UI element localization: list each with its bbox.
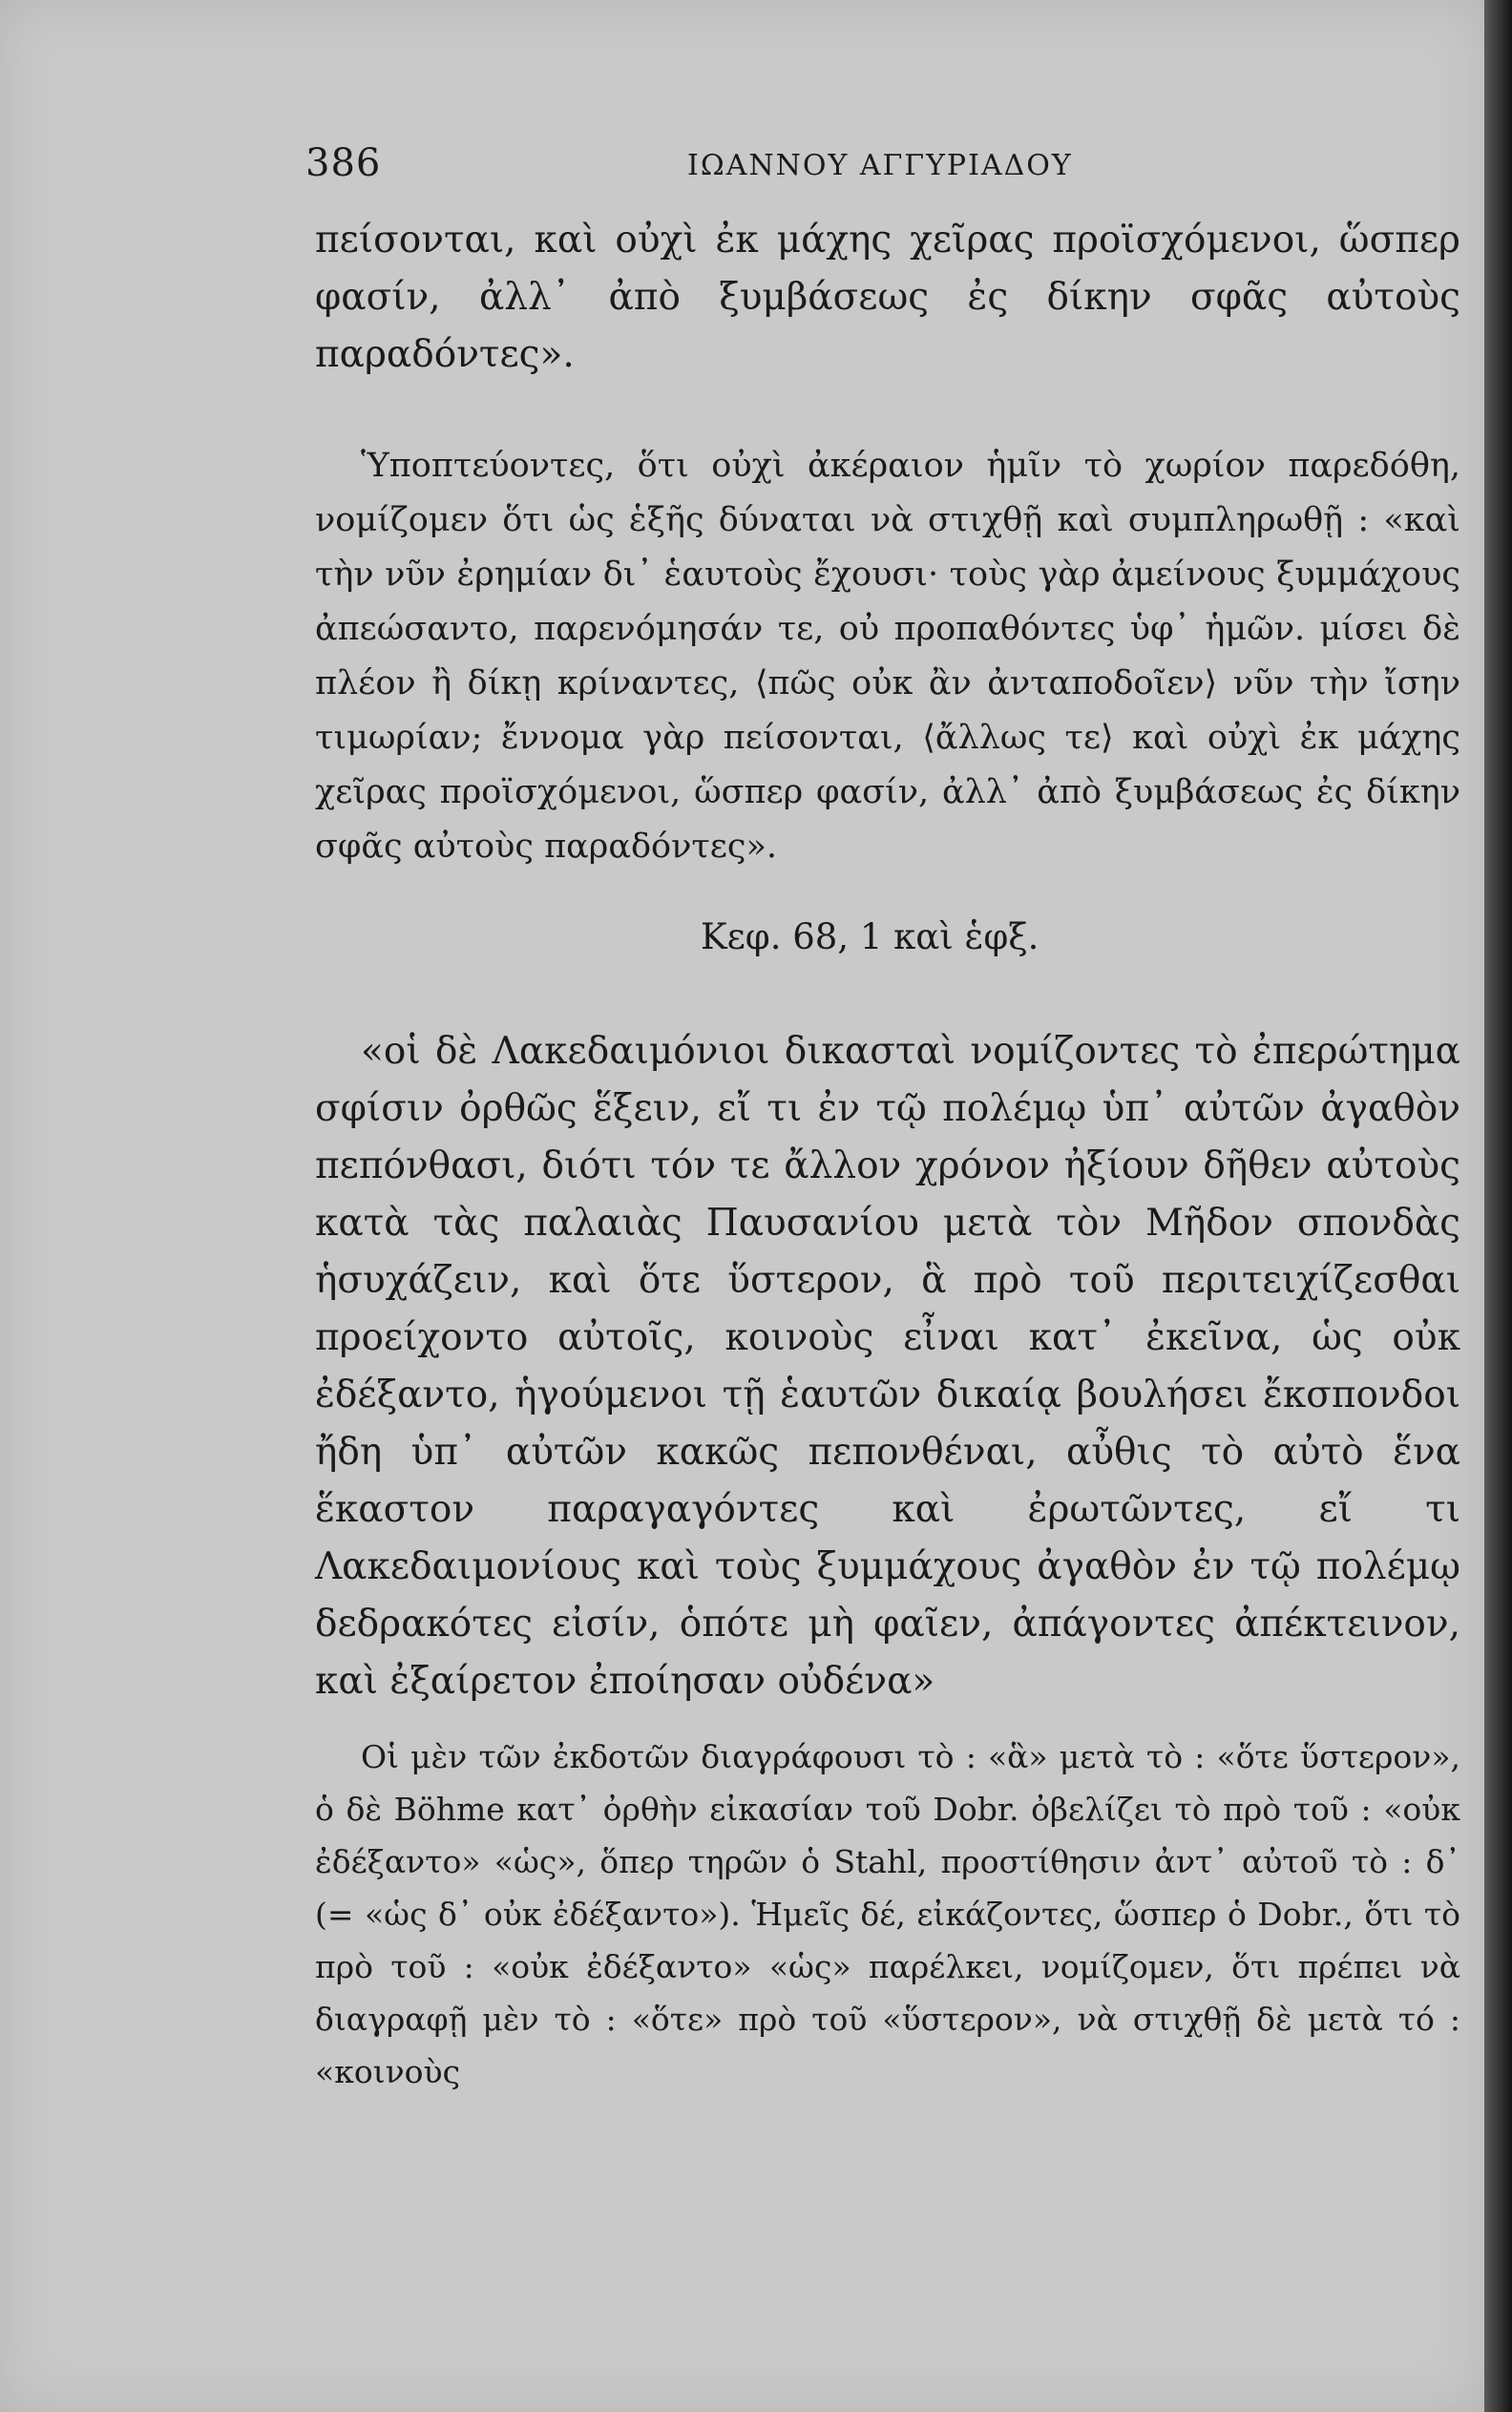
paragraph-commentary: Οἱ μὲν τῶν ἐκδοτῶν διαγράφουσι τὸ : «ἃ» μετὰ τὸ : «ὅτε ὕστερον», ὁ δὲ Böhme κατ᾽ ὀρθὴν εἰκασίαν τοῦ Dobr. ὀβελίζει τὸ πρὸ τοῦ : «οὐκ ἐδέξαντο» «ὡς», ὅπερ τηρῶν ὁ Stahl, προστίθησιν ἀντ᾽ αὐτοῦ τὸ : δ᾽ (= «ὡς δ᾽ οὐκ ἐδέξαντο»). Ἡμεῖς δέ, εἰκάζοντες, ὥσπερ ὁ Dobr., ὅτι τὸ πρὸ τοῦ : «οὐκ ἐδέξαντο» «ὡς» παρέλκει, νομίζομεν, ὅτι πρέπει νὰ διαγραφῇ μὲν τὸ : «ὅτε» πρὸ τοῦ «ὕστερον», νὰ στιχθῇ δὲ μετὰ τό : «κοινοὺς bbox=[315, 1738, 1460, 2090]
running-head: ΙΩΑΝΝΟΥ ΑΓΓΥΡΙΑΔΟΥ bbox=[687, 149, 1073, 182]
paragraph-continuation: πείσονται, καὶ οὐχὶ ἐκ μάχης χεῖρας προϊσχόμενοι, ὥσπερ φασίν, ἀλλ᾽ ἀπὸ ξυμβάσεως ἐς δίκην σφᾶς αὐτοὺς παραδόντες». bbox=[315, 219, 1460, 376]
page-number: 386 bbox=[305, 141, 382, 185]
paragraph-quotation: «οἱ δὲ Λακεδαιμόνιοι δικασταὶ νομίζοντες τὸ ἐπερώτημα σφίσιν ὀρθῶς ἕξειν, εἴ τι ἐν τῷ πολέμῳ ὑπ᾽ αὐτῶν ἀγαθὸν πεπόνθασι, διότι τόν τε ἄλλον χρόνον ἠξίουν δῆθεν αὐτοὺς κατὰ τὰς παλαιὰς Παυσανίου μετὰ τὸν Μῆδον σπονδὰς ἡσυχάζειν, καὶ ὅτε ὕστερον, ἃ πρὸ τοῦ περιτειχίζεσθαι προείχοντο αὐτοῖς, κοινοὺς εἶναι κατ᾽ ἐκεῖνα, ὡς οὐκ ἐδέξαντο, ἡγούμενοι τῇ ἑαυτῶν δικαίᾳ βουλήσει ἔκσπονδοι ἤδη ὑπ᾽ αὐτῶν κακῶς πεπονθέναι, αὖθις τὸ αὐτὸ ἕνα ἕκαστον παραγαγόντες καὶ ἐρωτῶντες, εἴ τι Λακεδαιμονίους καὶ τοὺς ξυμμάχους ἀγαθὸν ἐν τῷ πολέμῳ δεδρακότες εἰσίν, ὁπότε μὴ φαῖεν, ἀπάγοντες ἀπέκτεινον, καὶ ἐξαίρετον ἐποίησαν οὐδένα» bbox=[315, 1030, 1460, 1703]
page-edge-shadow bbox=[1484, 0, 1512, 2412]
paragraph-conjecture: Ὑποπτεύοντες, ὅτι οὐχὶ ἀκέραιον ἡμῖν τὸ χωρίον παρεδόθη, νομίζομεν ὅτι ὡς ἑξῆς δύναται νὰ στιχθῇ καὶ συμπληρωθῇ : «καὶ τὴν νῦν ἐρημίαν δι᾽ ἑαυτοὺς ἔχουσι· τοὺς γὰρ ἀμείνους ξυμμάχους ἀπεώσαντο, παρενόμησάν τε, οὐ προπαθόντες ὑφ᾽ ἡμῶν. μίσει δὲ πλέον ἢ δίκῃ κρίναντες, ⟨πῶς οὐκ ἂν ἀνταποδοῖεν⟩ νῦν τὴν ἴσην τιμωρίαν; ἔννομα γὰρ πείσονται, ⟨ἄλλως τε⟩ καὶ οὐχὶ ἐκ μάχης χεῖρας προϊσχόμενοι, ὥσπερ φασίν, ἀλλ᾽ ἀπὸ ξυμβάσεως ἐς δίκην σφᾶς αὐτοὺς παραδόντες». bbox=[315, 447, 1460, 866]
page-header bbox=[305, 141, 1432, 199]
chapter-reference: Κεφ. 68, 1 καὶ ἑφξ. bbox=[701, 916, 1040, 957]
